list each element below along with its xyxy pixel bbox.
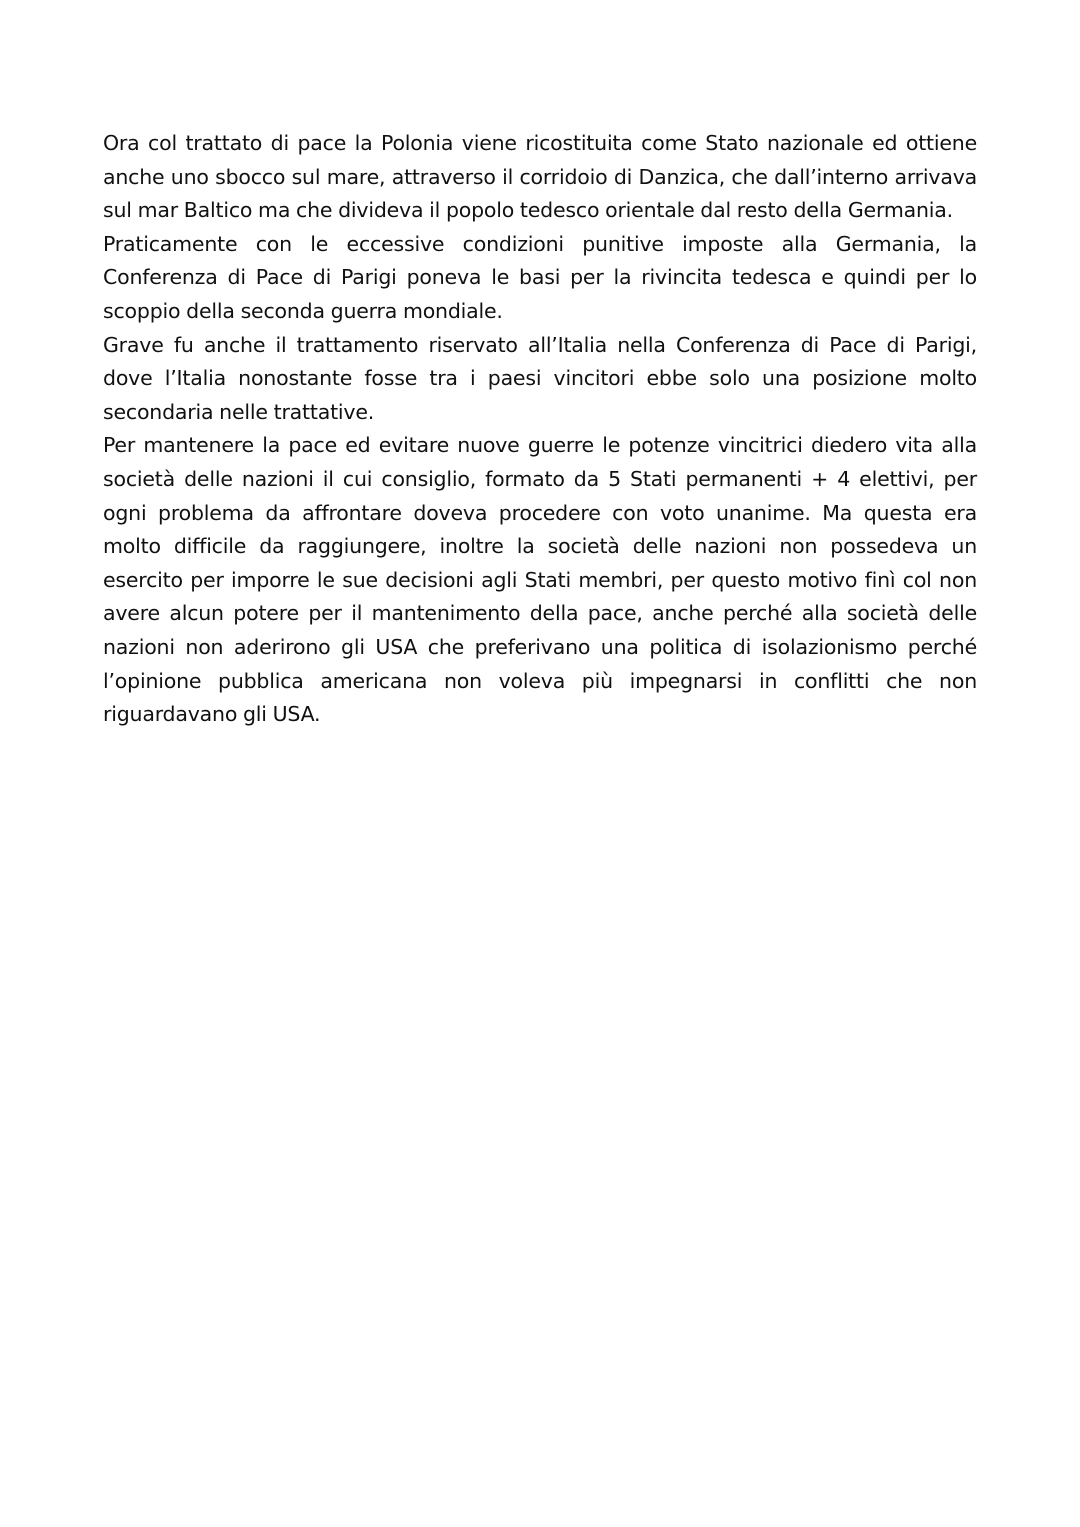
body-text [103, 127, 977, 732]
paragraph-germany-punitive: Praticamente con le eccessive condizioni punitive imposte alla Germania, la Conferenza di Pace di Parigi poneva le basi per la rivincita tedesca e quindi per lo scoppio della seconda guerra mondiale. [103, 231, 977, 323]
paragraph-league-of-nations: Per mantenere la pace ed evitare nuove guerre le potenze vincitrici diedero vita alla società delle nazioni il cui consiglio, formato da 5 Stati permanenti + 4 elettivi, per ogni problema da affrontare doveva procedere con voto unanime. Ma questa era molto difficile da raggiungere, inoltre la società delle nazioni non possedeva un esercito per imporre le sue decisioni agli Stati membri, per questo motivo finì col non avere alcun potere per il mantenimento della pace, anche perché alla società delle nazioni non aderirono gli USA che preferivano una politica di isolazionismo perché l’opinione pubblica americana non voleva più impegnarsi in conflitti che non riguardavano gli USA. [103, 433, 977, 727]
paragraph-italy: Grave fu anche il trattamento riservato all’Italia nella Conferenza di Pace di Parigi, dove l’Italia nonostante fosse tra i paesi vincitori ebbe solo una posizione molto secondaria nelle trattative. [103, 332, 977, 424]
paragraph-poland: Ora col trattato di pace la Polonia viene ricostituita come Stato nazionale ed ottiene anche uno sbocco sul mare, attraverso il corridoio di Danzica, che dall’interno arrivava sul mar Baltico ma che divideva il popolo tedesco orientale dal resto della Germania. [103, 131, 977, 223]
